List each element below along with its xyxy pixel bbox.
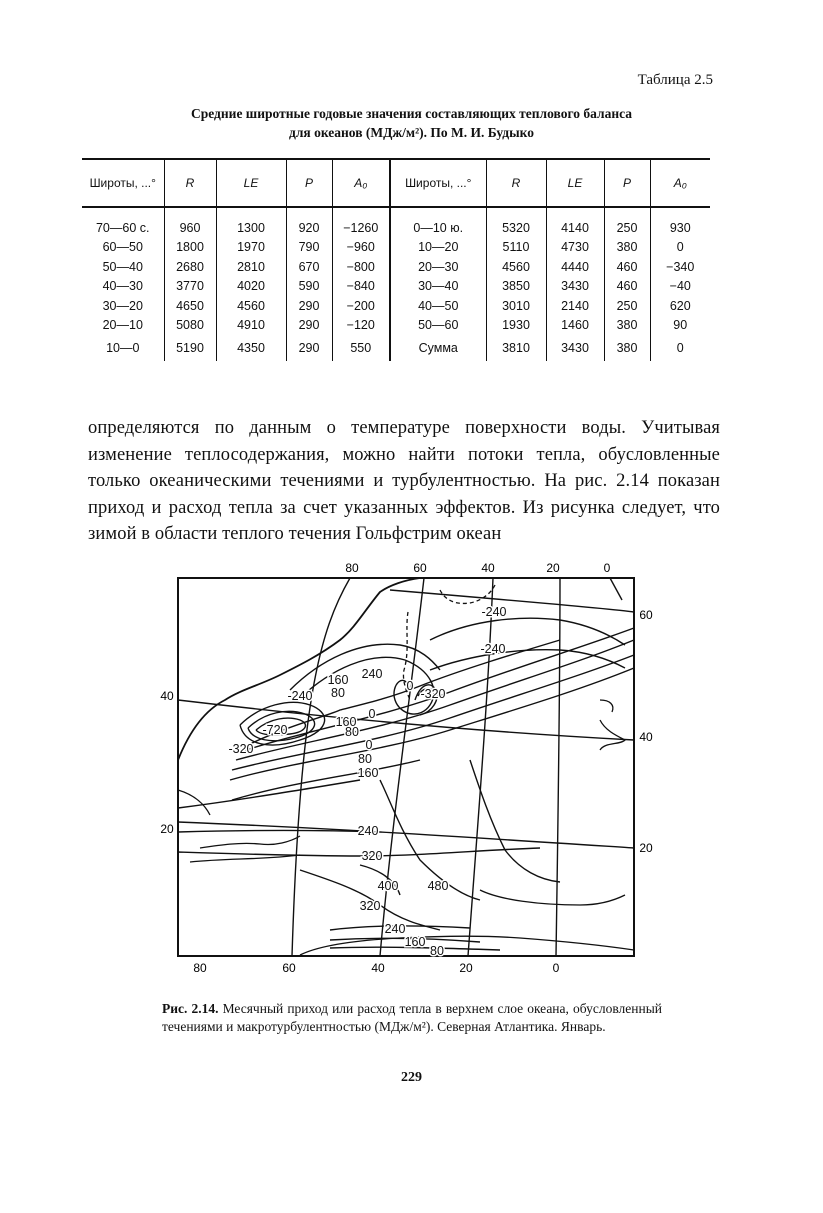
contour-label: 480	[427, 879, 449, 893]
table-cell: 40—30	[82, 277, 164, 297]
table-cell: 1460	[546, 316, 604, 336]
table-cell: 3010	[486, 296, 546, 316]
table-cell: 3810	[486, 335, 546, 361]
table-cell: 3430	[546, 335, 604, 361]
table-cell: 670	[286, 257, 332, 277]
header-cell: P	[286, 159, 332, 207]
right-lat-label: 40	[639, 730, 653, 744]
table-cell: 930	[669, 220, 691, 235]
table-cell: 460	[604, 257, 650, 277]
top-lon-label: 60	[413, 561, 427, 575]
table-row	[82, 277, 710, 297]
table-cell: 4020	[216, 277, 286, 297]
table-cell: 4140	[546, 218, 604, 238]
contour-label: 240	[361, 667, 383, 681]
contour-label: 80	[331, 686, 345, 700]
contour-label: 80	[430, 944, 444, 958]
bottom-lon-label: 20	[459, 961, 473, 975]
table-cell: −800	[332, 257, 390, 277]
contour-label: -720	[262, 723, 288, 737]
table-cell: 70—60 с.	[82, 218, 164, 238]
top-lon-label: 0	[603, 561, 611, 575]
table-cell: −340	[666, 259, 695, 274]
bottom-lon-label: 80	[193, 961, 207, 975]
table-cell: 4730	[546, 238, 604, 258]
table-number: Таблица 2.5	[637, 72, 713, 88]
contour-label: 160	[335, 715, 357, 729]
header-cell: Широты, ...°	[390, 159, 486, 207]
caption-label: Рис. 2.14.	[162, 1001, 219, 1016]
contour-label: 240	[384, 922, 406, 936]
table-cell: 30—40	[390, 277, 486, 297]
header-cell: P	[604, 159, 650, 207]
header-cell: A₀	[332, 159, 390, 207]
table-cell: −840	[332, 277, 390, 297]
figure-caption	[162, 1000, 662, 1036]
table-cell: 250	[604, 296, 650, 316]
table-cell: 550	[332, 335, 390, 361]
table-cell: 30—20	[82, 296, 164, 316]
left-lat-label: 40	[160, 689, 174, 703]
table-cell: 60—50	[82, 238, 164, 258]
header-cell: A₀	[650, 159, 710, 207]
table-cell: 5320	[486, 218, 546, 238]
table-cell: 920	[286, 218, 332, 238]
table-cell: −1260	[332, 218, 390, 238]
table-header-row	[82, 159, 710, 207]
table-cell: 590	[286, 277, 332, 297]
table-cell: 3430	[546, 277, 604, 297]
contour-label: -320	[228, 742, 254, 756]
table-cell: 4560	[216, 296, 286, 316]
header-cell: LE	[216, 159, 286, 207]
table-cell: 2680	[164, 257, 216, 277]
table-cell: 5190	[164, 335, 216, 361]
bottom-lon-label: 60	[282, 961, 296, 975]
contour-label: 0	[368, 707, 376, 721]
contour-label: 0	[406, 679, 414, 693]
contour-label: 320	[359, 899, 381, 913]
table-cell: 40—50	[390, 296, 486, 316]
table-cell: 4910	[216, 316, 286, 336]
table-cell: 290	[286, 335, 332, 361]
table-cell: 1800	[164, 238, 216, 258]
table-row	[82, 296, 710, 316]
header-cell: LE	[546, 159, 604, 207]
table-cell: 380	[604, 335, 650, 361]
table-cell: 250	[604, 218, 650, 238]
table-cell: 50—40	[82, 257, 164, 277]
contour-label: 160	[357, 766, 379, 780]
table-cell: 20—30	[390, 257, 486, 277]
table-cell: 960	[164, 218, 216, 238]
top-lon-label: 40	[481, 561, 495, 575]
top-lon-label: 80	[345, 561, 359, 575]
table-row	[82, 316, 710, 336]
table-row	[82, 257, 710, 277]
table-cell: 20—10	[82, 316, 164, 336]
table-cell: 620	[669, 298, 691, 313]
body-paragraph: определяются по данным о температуре поверхности воды. Учитывая изменение теплосодержания, можно найти потоки тепла, обусловленные только океаническими течениями и турбулентностью. На рис. 2.14 показан приход и расход тепла за счет указанных эффектов. Из рисунка следует, что зимой в области теплого течения Гольфстрим океан	[88, 418, 720, 544]
heat-balance-table	[82, 158, 710, 361]
table-cell: 290	[286, 316, 332, 336]
contour-label: -240	[481, 605, 507, 619]
table-cell: 50—60	[390, 316, 486, 336]
table-cell: −120	[332, 316, 390, 336]
table-cell: 0	[676, 240, 684, 255]
bottom-lon-label: 40	[371, 961, 385, 975]
table-cell: 4560	[486, 257, 546, 277]
table-cell: 2140	[546, 296, 604, 316]
contour-label: 400	[377, 879, 399, 893]
table-cell: 1300	[216, 218, 286, 238]
table-cell: 0	[676, 341, 684, 355]
bottom-lon-label: 0	[552, 961, 560, 975]
table-cell: 0—10 ю.	[390, 218, 486, 238]
table-cell: 290	[286, 296, 332, 316]
header-cell: R	[164, 159, 216, 207]
table-cell: 90	[673, 318, 688, 333]
heat-flux-map	[150, 555, 670, 975]
table-cell: 380	[604, 238, 650, 258]
table-row	[82, 335, 710, 361]
header-cell: R	[486, 159, 546, 207]
table-cell: Сумма	[390, 335, 486, 361]
contour-label: 160	[327, 673, 349, 687]
table-cell: 10—0	[82, 335, 164, 361]
table-cell: 2810	[216, 257, 286, 277]
contour-label: 240	[357, 824, 379, 838]
map-isolines	[178, 618, 634, 950]
table-cell: 3770	[164, 277, 216, 297]
contour-label: 80	[358, 752, 372, 766]
contour-label: -240	[480, 642, 506, 656]
table-cell: 4650	[164, 296, 216, 316]
table-cell: −40	[669, 279, 691, 294]
table-cell: 3850	[486, 277, 546, 297]
table-cell: 380	[604, 316, 650, 336]
contour-label: 0	[365, 738, 373, 752]
table-cell: 790	[286, 238, 332, 258]
table-row	[82, 218, 710, 238]
map-contour-labels	[228, 605, 506, 958]
table-cell: 1970	[216, 238, 286, 258]
contour-label: -240	[287, 689, 313, 703]
right-lat-label: 20	[639, 841, 653, 855]
page-number: 229	[401, 1070, 422, 1085]
header-cell: Широты, ...°	[82, 159, 164, 207]
table-cell: 460	[604, 277, 650, 297]
table-cell: 4440	[546, 257, 604, 277]
top-lon-label: 20	[546, 561, 560, 575]
table-cell: 4350	[216, 335, 286, 361]
contour-label: 320	[361, 849, 383, 863]
table-title-line2: для океанов (МДж/м²). По М. И. Будыко	[288, 125, 534, 140]
contour-label: 80	[345, 725, 359, 739]
contour-label: -320	[420, 687, 446, 701]
table-cell: 10—20	[390, 238, 486, 258]
contour-label: 160	[404, 935, 426, 949]
table-cell: 5080	[164, 316, 216, 336]
left-lat-label: 20	[160, 822, 174, 836]
table-row	[82, 238, 710, 258]
table-cell: 5110	[486, 238, 546, 258]
table-cell: −960	[332, 238, 390, 258]
right-lat-label: 60	[639, 608, 653, 622]
table-cell: −200	[332, 296, 390, 316]
table-title-line1: Средние широтные годовые значения составляющих теплового баланса	[190, 106, 633, 121]
caption-text: Месячный приход или расход тепла в верхнем слое океана, обусловленный течениями и макротурбулентностью (МДж/м²). Северная Атлантика. Январь.	[162, 1001, 662, 1034]
table-cell: 1930	[486, 316, 546, 336]
